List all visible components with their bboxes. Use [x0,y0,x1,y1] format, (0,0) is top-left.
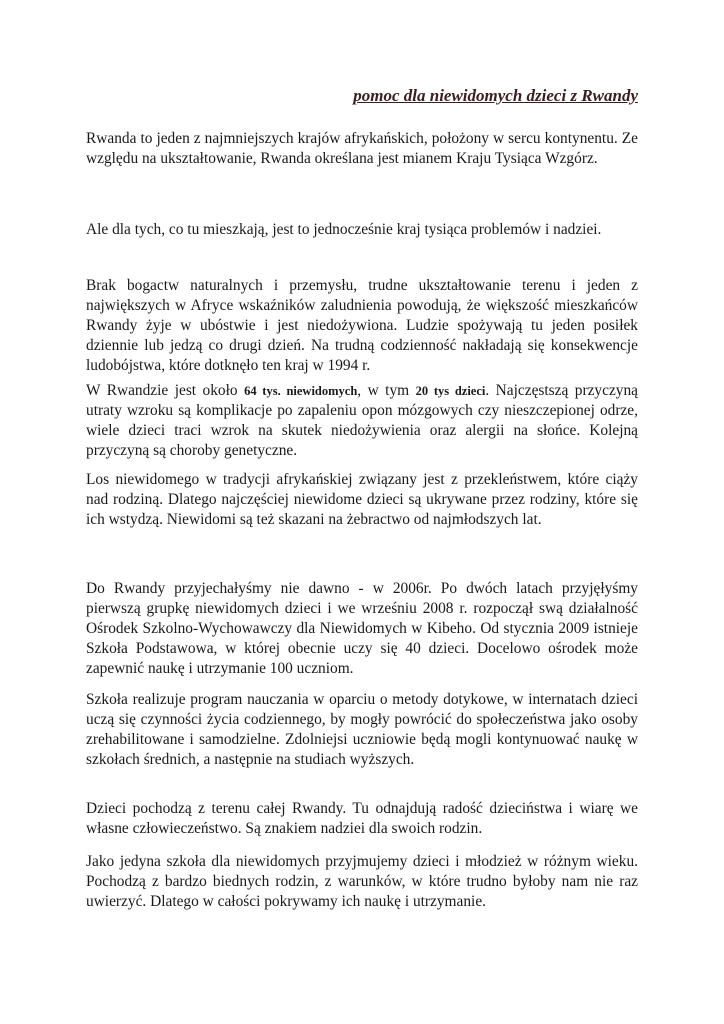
stats-text-post: . Najczęstszą przyczyną utraty wzroku są komplikacje po zapaleniu opon mózgowych czy nieszczepionej odrze, wiele dzieci traci wzrok na skutek niedożywienia oraz alergii na słońce. Kolejną przyczyną są choroby genetyczne. [86,382,639,459]
paragraph-children: Dzieci pochodzą z terenu całej Rwandy. Tu odnajdują radość dzieciństwa i wiarę we własne człowieczeństwo. Są znakiem nadziei dla swoich rodzin. [86,800,638,837]
paragraph-hope: Ale dla tych, co tu mieszkają, jest to jednocześnie kraj tysiąca problemów i nadziei. [86,221,602,238]
document-title: pomoc dla niewidomych dzieci z Rwandy [353,86,638,105]
stats-text-mid: , w tym [357,382,416,399]
paragraph-support: Jako jedyna szkoła dla niewidomych przyjmujemy dzieci i młodzież w różnym wieku. Pochodzą z bardzo biednych rodzin, z warunków, w które trudno byłoby nam nie raz uwierzyć. Dlatego w całości pokrywamy ich naukę i utrzymanie. [86,853,638,910]
paragraph-blindness-stats [86,381,638,461]
stats-children-count: 20 tys dzieci [415,384,486,398]
paragraph-intro: Rwanda to jeden z najmniejszych krajów afrykańskich, położony w sercu kontynentu. Ze względu na ukształtowanie, Rwanda określana jest mianem Kraju Tysiąca Wzgórz. [86,130,638,167]
paragraph-poverty: Brak bogactw naturalnych i przemysłu, trudne ukształtowanie terenu i jeden z największych w Afryce wskaźników zaludnienia powodują, że większość mieszkańców Rwandy żyje w ubóstwie i jest niedożywiona. Ludzie spożywają tu jeden posiłek dziennie lub jedzą co drugi dzień. Na trudną codzienność nakładają się konsekwencje ludobójstwa, które dotknęło ten kraj w 1994 r. [86,277,638,374]
stats-blind-count: 64 tys. niewidomych [244,384,358,398]
stats-text-pre: W Rwandzie jest około [86,382,245,399]
paragraph-program: Szkoła realizuje program nauczania w oparciu o metody dotykowe, w internatach dzieci uczą się czynności życia codziennego, by mogły powrócić do społeczeństwa jako osoby zrehabilitowane i samodzielne. Zdolniejsi uczniowie będą mogli kontynuować naukę w szkołach średnich, a następnie na studiach wyższych. [86,691,638,768]
paragraph-history: Do Rwandy przyjechałyśmy nie dawno - w 2006r. Po dwóch latach przyjęłyśmy pierwszą grupkę niewidomych dzieci i we wrześniu 2008 r. rozpoczął swą działalność Ośrodek Szkolno-Wychowawczy dla Niewidomych w Kibeho. Od stycznia 2009 istnieje Szkoła Podstawowa, w której obecnie uczy się 40 dzieci. Docelowo ośrodek może zapewnić naukę i utrzymanie 100 uczniom. [86,580,638,677]
paragraph-tradition: Los niewidomego w tradycji afrykańskiej związany jest z przekleństwem, które ciąży nad rodziną. Dlatego najczęściej niewidome dzieci są ukrywane przez rodziny, które się ich wstydzą. Niewidomi są też skazani na żebractwo od najmłodszych lat. [86,471,638,528]
